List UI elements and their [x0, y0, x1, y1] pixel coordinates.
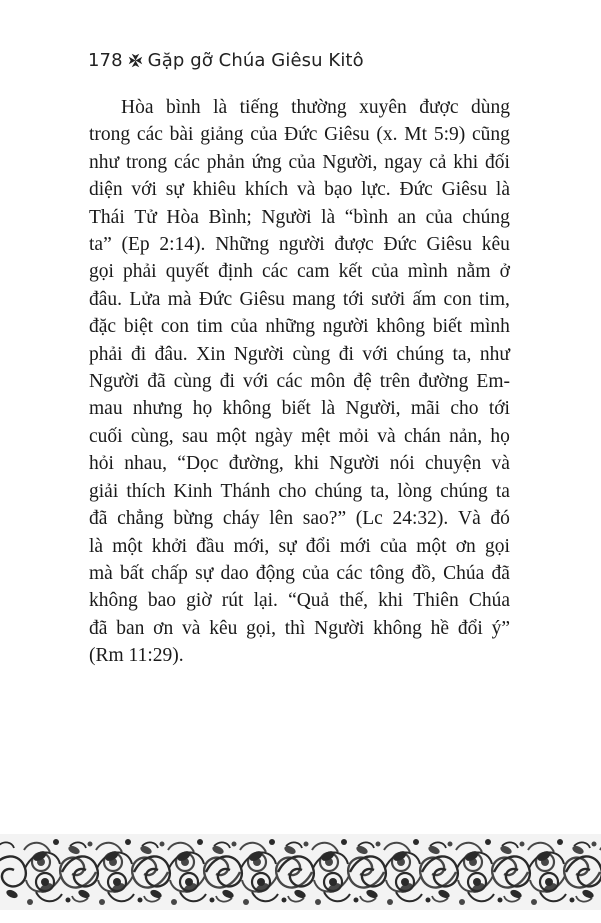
text-line: gọi phải quyết định các cam kết của mình nằm ở — [89, 261, 510, 283]
text-line: (Rm 11:29). — [89, 645, 184, 667]
text-line: Hòa bình là tiếng thường xuyên được dùng — [121, 97, 510, 118]
text-line: đặc biệt con tim của những người không biết mình — [89, 316, 510, 338]
text-line: đâu. Lửa mà Đức Giêsu mang tới sưởi ấm con tim, — [89, 288, 510, 310]
text-line: Người đã cùng đi với các môn đệ trên đường Em- — [89, 371, 510, 393]
book-title: Gặp gỡ Chúa Giêsu Kitô — [147, 50, 364, 71]
text-line: là một khởi đầu mới, sự đổi mới của một ơn gọi — [89, 535, 510, 557]
text-line: hỏi nhau, “Dọc đường, khi Người nói chuyện và — [89, 453, 510, 475]
maltese-cross-icon — [128, 53, 143, 68]
text-line: đã chẳng bừng cháy lên sao?” (Lc 24:32). Và đó — [89, 508, 510, 530]
text-line: phải đi đâu. Xin Người cùng đi với chúng ta, như — [89, 343, 510, 365]
text-line: diện với sự khiêu khích và bạo lực. Đức Giêsu là — [89, 179, 510, 201]
text-line: như trong các phản ứng của Người, ngay cả khi đối — [89, 151, 510, 173]
text-line: mà bất chấp sự dao động của các tông đồ, Chúa đã — [89, 562, 510, 584]
running-header — [88, 50, 364, 71]
text-line: không bao giờ rút lại. “Quả thế, khi Thiên Chúa — [89, 590, 510, 612]
text-line: ta” (Ep 2:14). Những người được Đức Giêsu kêu — [89, 234, 510, 256]
body-paragraph — [89, 94, 510, 670]
text-line: đã ban ơn và kêu gọi, thì Người không hề đổi ý” — [89, 617, 510, 639]
page-number: 178 — [88, 50, 123, 71]
text-line: mau nhưng họ không biết là Người, mãi cho tới — [89, 398, 510, 420]
text-line: giải thích Kinh Thánh cho chúng ta, lòng chúng ta — [89, 480, 510, 502]
text-line: trong các bài giảng của Đức Giêsu (x. Mt 5:9) cũng — [89, 124, 510, 146]
floral-ornament-band — [0, 834, 601, 910]
text-line: Thái Tử Hòa Bình; Người là “bình an của chúng — [89, 206, 510, 228]
text-line: cuối cùng, sau một ngày mệt mỏi và chán nản, họ — [89, 425, 510, 447]
